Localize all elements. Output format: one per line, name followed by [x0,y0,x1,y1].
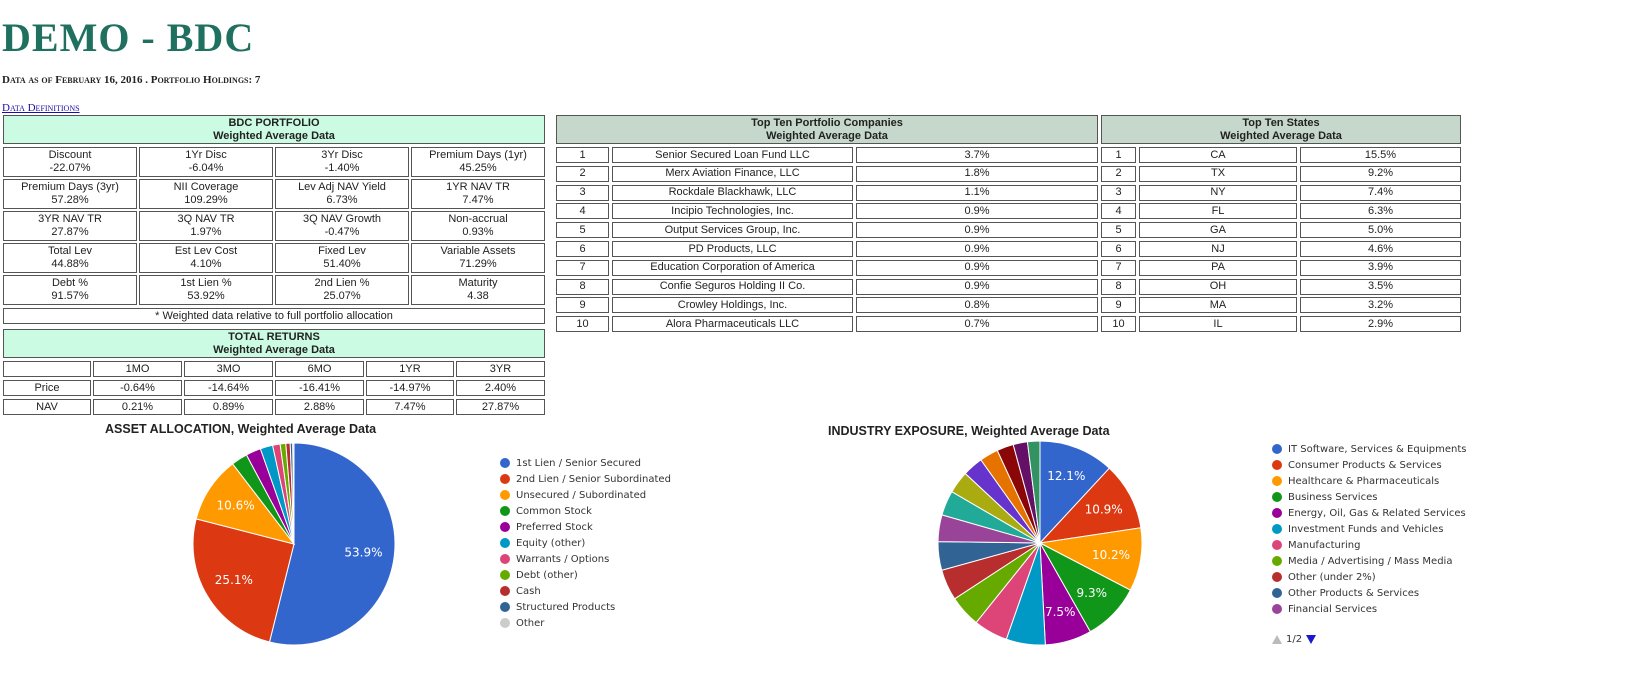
returns-column-header: 3MO [184,361,273,377]
metric-label: 3Q NAV TR [177,213,235,225]
legend-item[interactable] [1272,441,1467,457]
legend-color-swatch [1272,492,1282,502]
metric-value: 44.88% [51,258,89,270]
top-companies-subtitle: Weighted Average Data [766,129,888,142]
returns-value-cell: 0.21% [93,399,182,415]
companies-name-cell: Incipio Technologies, Inc. [612,203,853,219]
states-rank-cell: 1 [1101,147,1136,163]
states-pct-cell: 9.2% [1300,166,1461,182]
portfolio-metric-cell [3,179,137,209]
legend-item[interactable] [1272,489,1467,505]
legend-item[interactable] [1272,473,1467,489]
states-rank-cell: 10 [1101,316,1136,332]
legend-color-swatch [500,570,510,580]
companies-name-cell: Rockdale Blackhawk, LLC [612,185,853,201]
legend-pager [1272,634,1316,645]
asset-allocation-legend [500,455,671,631]
top-states-title: Top Ten States [1242,116,1320,129]
legend-item[interactable] [1272,537,1467,553]
legend-color-swatch [500,490,510,500]
companies-rank-cell: 8 [556,279,609,295]
states-pct-cell: 2.9% [1300,316,1461,332]
companies-rank-cell: 10 [556,316,609,332]
metric-label: Est Lev Cost [174,245,238,257]
legend-label: Equity (other) [516,537,586,549]
states-rank-cell: 8 [1101,279,1136,295]
returns-row-label: NAV [3,399,91,415]
portfolio-metric-cell [411,147,545,177]
metric-value: -6.04% [188,162,224,174]
metric-label: 3Q NAV Growth [302,213,382,225]
returns-value-cell: -16.41% [275,380,364,396]
states-rank-cell: 2 [1101,166,1136,182]
portfolio-metric-cell [411,275,545,305]
legend-color-swatch [500,522,510,532]
companies-rank-cell: 4 [556,203,609,219]
metric-label: 3Yr Disc [321,149,363,161]
metric-label: Premium Days (3yr) [21,181,119,193]
industry-exposure-title: INDUSTRY EXPOSURE, Weighted Average Data [828,424,1110,438]
top-states-header [1101,115,1461,144]
metric-label: 1st Lien % [180,277,232,289]
pie-slice-label: 12.1% [1047,468,1086,483]
portfolio-metric-cell [411,243,545,273]
states-pct-cell: 3.9% [1300,260,1461,276]
states-pct-cell: 7.4% [1300,185,1461,201]
metric-label: 1Yr Disc [185,149,227,161]
metric-label: Premium Days (1yr) [429,149,527,161]
returns-value-cell: -14.97% [366,380,454,396]
states-name-cell: MA [1139,297,1297,313]
companies-rank-cell: 2 [556,166,609,182]
returns-value-cell: -0.64% [93,380,182,396]
portfolio-metric-cell [3,147,137,177]
top-states-subtitle: Weighted Average Data [1220,129,1342,142]
legend-item[interactable] [500,599,671,615]
bdc-portfolio-subtitle: Weighted Average Data [213,129,335,142]
legend-label: Unsecured / Subordinated [516,489,647,501]
legend-label: Preferred Stock [516,521,593,533]
returns-value-cell: 2.88% [275,399,364,415]
portfolio-metric-cell [139,179,273,209]
legend-color-swatch [1272,444,1282,454]
companies-pct-cell: 1.8% [856,166,1098,182]
metric-label: Lev Adj NAV Yield [298,181,386,193]
bdc-portfolio-title: BDC PORTFOLIO [228,116,320,129]
portfolio-metric-cell [275,147,409,177]
metric-value: -22.07% [49,162,91,174]
bdc-portfolio-header [3,115,545,144]
legend-prev-arrow-icon[interactable] [1272,635,1282,644]
returns-column-header: 6MO [275,361,364,377]
companies-pct-cell: 1.1% [856,185,1098,201]
companies-rank-cell: 1 [556,147,609,163]
portfolio-metric-cell [411,179,545,209]
metric-value: -1.40% [324,162,360,174]
companies-rank-cell: 7 [556,260,609,276]
legend-item[interactable] [500,567,671,583]
metric-value: 51.40% [323,258,361,270]
legend-label: Other Products & Services [1288,587,1420,599]
states-rank-cell: 5 [1101,222,1136,238]
companies-name-cell: Crowley Holdings, Inc. [612,297,853,313]
portfolio-metric-cell [139,147,273,177]
metric-value: 57.28% [51,194,89,206]
states-name-cell: GA [1139,222,1297,238]
legend-label: Debt (other) [516,569,578,581]
returns-column-header: 1MO [93,361,182,377]
metric-label: Variable Assets [440,245,516,257]
companies-name-cell: PD Products, LLC [612,241,853,257]
legend-color-swatch [1272,556,1282,566]
legend-color-swatch [1272,524,1282,534]
states-pct-cell: 6.3% [1300,203,1461,219]
returns-value-cell: -14.64% [184,380,273,396]
legend-label: Common Stock [516,505,592,517]
legend-label: Business Services [1288,491,1378,503]
metric-value: 91.57% [51,290,89,302]
portfolio-metric-cell [139,275,273,305]
states-pct-cell: 3.2% [1300,297,1461,313]
returns-column-header: 1YR [366,361,454,377]
portfolio-metric-cell [139,211,273,241]
asset-allocation-title: ASSET ALLOCATION, Weighted Average Data [105,422,377,436]
states-pct-cell: 5.0% [1300,222,1461,238]
pie-slice-label: 53.9% [344,545,383,560]
states-name-cell: IL [1139,316,1297,332]
legend-label: Consumer Products & Services [1288,459,1442,471]
legend-label: Warrants / Options [516,553,610,565]
companies-pct-cell: 0.9% [856,222,1098,238]
metric-label: Maturity [458,277,498,289]
legend-label: Cash [516,585,541,597]
legend-item[interactable] [1272,521,1467,537]
states-name-cell: CA [1139,147,1297,163]
portfolio-metric-cell [3,211,137,241]
asset-allocation-pie [180,430,410,660]
page-title: DEMO - BDC [2,15,255,60]
industry-exposure-pie [930,434,1152,656]
legend-color-swatch [500,506,510,516]
portfolio-metric-cell [3,275,137,305]
legend-label: Media / Advertising / Mass Media [1288,555,1453,567]
companies-rank-cell: 5 [556,222,609,238]
legend-label: 1st Lien / Senior Secured [516,457,641,469]
total-returns-subtitle: Weighted Average Data [213,343,335,356]
legend-color-swatch [1272,460,1282,470]
pie-slice-label: 10.9% [1084,502,1123,517]
legend-next-arrow-icon[interactable] [1306,635,1316,644]
legend-item[interactable] [500,551,671,567]
portfolio-metric-cell [3,243,137,273]
states-rank-cell: 7 [1101,260,1136,276]
returns-value-cell: 27.87% [456,399,545,415]
states-pct-cell: 3.5% [1300,279,1461,295]
states-rank-cell: 3 [1101,185,1136,201]
companies-rank-cell: 6 [556,241,609,257]
total-returns-header [3,329,545,358]
legend-label: Energy, Oil, Gas & Related Services [1288,507,1466,519]
legend-color-swatch [1272,508,1282,518]
legend-item[interactable] [1272,553,1467,569]
portfolio-metric-cell [275,275,409,305]
metric-label: NII Coverage [173,181,239,193]
companies-pct-cell: 0.7% [856,316,1098,332]
metric-value: 53.92% [187,290,225,302]
returns-corner-cell [3,361,91,377]
legend-color-swatch [500,618,510,628]
legend-label: 2nd Lien / Senior Subordinated [516,473,671,485]
legend-item[interactable] [500,455,671,471]
metric-value: 4.38 [467,290,489,302]
legend-color-swatch [500,586,510,596]
legend-label: Healthcare & Pharmaceuticals [1288,475,1440,487]
companies-rank-cell: 3 [556,185,609,201]
metric-label: 3YR NAV TR [38,213,102,225]
metric-label: Discount [48,149,92,161]
data-as-of-subtitle: Data as of February 16, 2016 . Portfolio Holdings: 7 [2,74,261,86]
metric-value: 7.47% [462,194,494,206]
pie-slice-label: 7.5% [1044,605,1076,620]
states-name-cell: FL [1139,203,1297,219]
companies-name-cell: Education Corporation of America [612,260,853,276]
metric-label: 2nd Lien % [314,277,370,289]
states-rank-cell: 6 [1101,241,1136,257]
portfolio-metric-cell [411,211,545,241]
legend-color-swatch [1272,604,1282,614]
portfolio-footnote: * Weighted data relative to full portfolio allocation [3,308,545,324]
legend-label: Structured Products [516,601,616,613]
pie-slice-label: 25.1% [214,572,253,587]
legend-label: Financial Services [1288,603,1378,615]
legend-item[interactable] [500,615,671,631]
legend-color-swatch [1272,476,1282,486]
legend-page-indicator: 1/2 [1286,634,1303,645]
returns-value-cell: 0.89% [184,399,273,415]
companies-pct-cell: 0.9% [856,279,1098,295]
legend-label: Investment Funds and Vehicles [1288,523,1444,535]
metric-label: 1YR NAV TR [446,181,510,193]
companies-name-cell: Senior Secured Loan Fund LLC [612,147,853,163]
legend-item[interactable] [1272,585,1467,601]
metric-value: 71.29% [459,258,497,270]
states-name-cell: OH [1139,279,1297,295]
states-name-cell: NY [1139,185,1297,201]
metric-label: Debt % [51,277,89,289]
companies-name-cell: Output Services Group, Inc. [612,222,853,238]
metric-value: 6.73% [326,194,358,206]
top-companies-header [556,115,1098,144]
metric-value: 1.97% [190,226,222,238]
metric-label: Total Lev [47,245,93,257]
legend-color-swatch [500,538,510,548]
metric-label: Non-accrual [448,213,508,225]
legend-item[interactable] [500,503,671,519]
legend-item[interactable] [500,471,671,487]
legend-item[interactable] [500,487,671,503]
pie-slice-label: 10.2% [1091,547,1131,562]
portfolio-metric-cell [275,211,409,241]
metric-value: 25.07% [323,290,361,302]
states-name-cell: TX [1139,166,1297,182]
metric-value: 0.93% [462,226,494,238]
legend-label: IT Software, Services & Equipments [1288,443,1467,455]
legend-color-swatch [500,602,510,612]
legend-color-swatch [1272,572,1282,582]
states-pct-cell: 4.6% [1300,241,1461,257]
legend-item[interactable] [1272,505,1467,521]
returns-row-label: Price [3,380,91,396]
total-returns-title: TOTAL RETURNS [228,330,320,343]
companies-pct-cell: 0.9% [856,260,1098,276]
returns-value-cell: 2.40% [456,380,545,396]
companies-pct-cell: 3.7% [856,147,1098,163]
companies-pct-cell: 0.9% [856,241,1098,257]
portfolio-metric-cell [139,243,273,273]
legend-item[interactable] [500,535,671,551]
legend-color-swatch [500,458,510,468]
legend-color-swatch [500,554,510,564]
legend-color-swatch [1272,540,1282,550]
legend-label: Other [516,617,545,629]
portfolio-metric-cell [275,243,409,273]
companies-pct-cell: 0.9% [856,203,1098,219]
metric-value: 109.29% [184,194,228,206]
metric-value: 4.10% [190,258,222,270]
states-rank-cell: 4 [1101,203,1136,219]
legend-color-swatch [1272,588,1282,598]
states-name-cell: PA [1139,260,1297,276]
top-companies-title: Top Ten Portfolio Companies [751,116,903,129]
industry-exposure-legend [1272,441,1467,617]
pie-slice-label: 9.3% [1076,585,1108,600]
portfolio-metric-cell [275,179,409,209]
legend-item[interactable] [500,583,671,599]
returns-column-header: 3YR [456,361,545,377]
pie-slice-label: 10.6% [216,498,255,513]
legend-color-swatch [500,474,510,484]
metric-value: -0.47% [324,226,360,238]
legend-item[interactable] [500,519,671,535]
states-pct-cell: 15.5% [1300,147,1461,163]
companies-name-cell: Confie Seguros Holding II Co. [612,279,853,295]
legend-label: Other (under 2%) [1288,571,1376,583]
metric-value: 45.25% [459,162,497,174]
states-name-cell: NJ [1139,241,1297,257]
companies-name-cell: Alora Pharmaceuticals LLC [612,316,853,332]
states-rank-cell: 9 [1101,297,1136,313]
returns-value-cell: 7.47% [366,399,454,415]
companies-rank-cell: 9 [556,297,609,313]
legend-label: Manufacturing [1288,539,1361,551]
data-definitions-link[interactable]: Data Definitions [2,102,80,114]
companies-name-cell: Merx Aviation Finance, LLC [612,166,853,182]
metric-label: Fixed Lev [318,245,366,257]
legend-item[interactable] [1272,601,1467,617]
legend-item[interactable] [1272,569,1467,585]
companies-pct-cell: 0.8% [856,297,1098,313]
metric-value: 27.87% [51,226,89,238]
legend-item[interactable] [1272,457,1467,473]
